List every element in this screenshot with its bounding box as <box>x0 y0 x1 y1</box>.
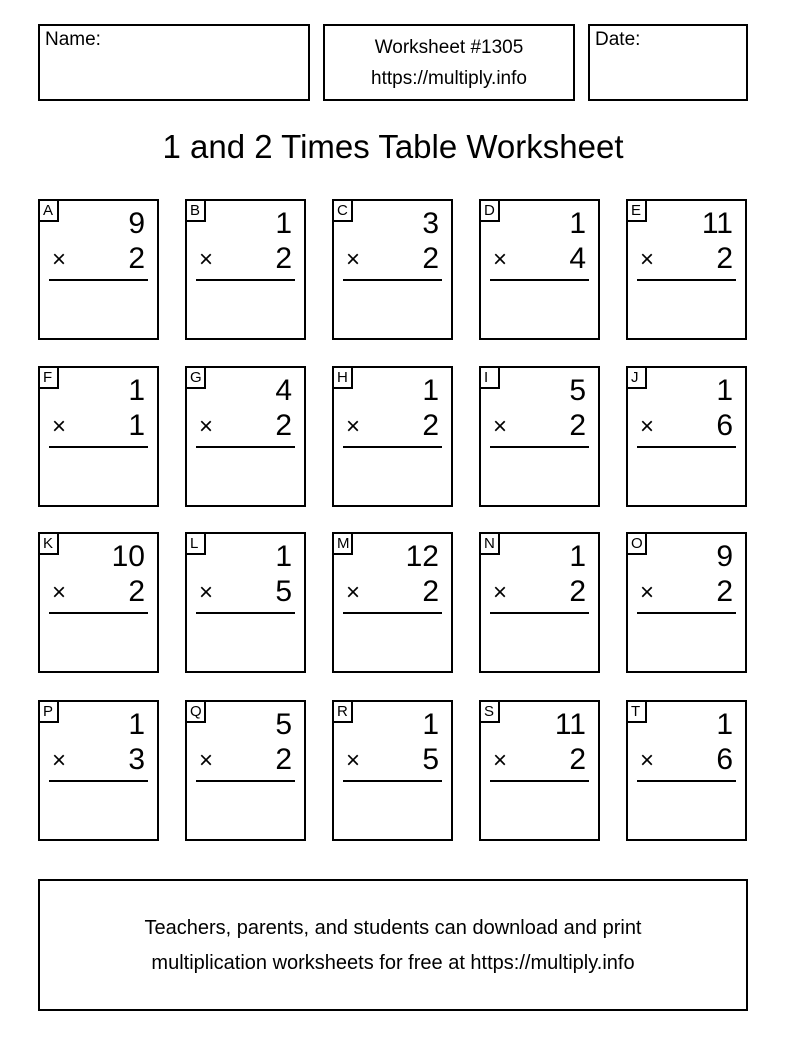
problem-bottom-number: 2 <box>569 575 586 608</box>
multiplication-sign: × <box>199 246 214 273</box>
problem-bottom-number: 2 <box>569 743 586 776</box>
multiplication-sign: × <box>640 413 655 440</box>
problem-letter: F <box>40 368 59 389</box>
multiplication-sign: × <box>346 747 361 774</box>
multiplication-sign: × <box>346 579 361 606</box>
problem-card <box>38 366 159 507</box>
problem-bottom-number: 2 <box>275 743 292 776</box>
problem-letter: K <box>40 534 59 555</box>
problem-letter: O <box>628 534 647 555</box>
problem-top-number: 1 <box>128 708 145 741</box>
problem-top-number: 1 <box>128 374 145 407</box>
problem-letter: C <box>334 201 353 222</box>
answer-line <box>49 279 148 281</box>
problem-letter: J <box>628 368 647 389</box>
page-title: 1 and 2 Times Table Worksheet <box>162 128 624 165</box>
problem-top-number: 1 <box>275 207 292 240</box>
problem-bottom-number: 2 <box>422 242 439 275</box>
problem-bottom-number: 4 <box>569 242 586 275</box>
problem-letter: P <box>40 702 59 723</box>
date-box <box>588 24 748 101</box>
worksheet-info-box <box>323 24 575 101</box>
multiplication-sign: × <box>493 747 508 774</box>
problem-top-number: 1 <box>569 540 586 573</box>
footer-text-line-2: multiplication worksheets for free at https://multiply.info <box>151 952 635 974</box>
problem-bottom-number: 2 <box>716 575 733 608</box>
answer-line <box>49 780 148 782</box>
multiplication-sign: × <box>199 579 214 606</box>
problem-top-number: 10 <box>111 540 145 573</box>
problem-letter: Q <box>187 702 206 723</box>
problem-bottom-number: 2 <box>422 575 439 608</box>
problem-card <box>479 199 600 340</box>
name-box <box>38 24 310 101</box>
answer-line <box>637 612 736 614</box>
problem-letter: B <box>187 201 206 222</box>
answer-line <box>637 446 736 448</box>
problem-top-number: 9 <box>128 207 145 240</box>
problem-bottom-number: 2 <box>422 409 439 442</box>
problem-card <box>185 366 306 507</box>
problem-card <box>332 199 453 340</box>
problem-letter: N <box>481 534 500 555</box>
problem-letter: R <box>334 702 353 723</box>
date-label: Date: <box>595 29 641 50</box>
problem-bottom-number: 5 <box>422 743 439 776</box>
problem-card <box>479 532 600 673</box>
answer-line <box>490 279 589 281</box>
problem-letter: M <box>334 534 353 555</box>
problem-card <box>626 532 747 673</box>
problem-card <box>332 532 453 673</box>
problem-bottom-number: 5 <box>275 575 292 608</box>
problem-top-number: 1 <box>716 374 733 407</box>
problem-bottom-number: 3 <box>128 743 145 776</box>
multiplication-sign: × <box>640 747 655 774</box>
problem-card <box>185 700 306 841</box>
problem-letter: A <box>40 201 59 222</box>
multiplication-sign: × <box>346 246 361 273</box>
answer-line <box>637 279 736 281</box>
problem-bottom-number: 2 <box>275 409 292 442</box>
problem-top-number: 5 <box>275 708 292 741</box>
answer-line <box>196 446 295 448</box>
answer-line <box>49 446 148 448</box>
multiplication-sign: × <box>52 579 67 606</box>
multiplication-sign: × <box>493 579 508 606</box>
problem-letter: E <box>628 201 647 222</box>
worksheet-number: Worksheet #1305 <box>374 37 524 58</box>
problem-bottom-number: 6 <box>716 409 733 442</box>
problem-top-number: 3 <box>422 207 439 240</box>
problem-top-number: 4 <box>275 374 292 407</box>
answer-line <box>343 612 442 614</box>
multiplication-sign: × <box>493 413 508 440</box>
problem-bottom-number: 2 <box>569 409 586 442</box>
answer-line <box>343 780 442 782</box>
name-label: Name: <box>45 29 101 50</box>
problem-top-number: 1 <box>422 708 439 741</box>
problem-top-number: 1 <box>422 374 439 407</box>
answer-line <box>49 612 148 614</box>
multiplication-sign: × <box>640 246 655 273</box>
problem-letter: G <box>187 368 206 389</box>
problem-card <box>38 532 159 673</box>
problem-bottom-number: 2 <box>128 242 145 275</box>
problem-card <box>626 366 747 507</box>
answer-line <box>490 612 589 614</box>
problem-bottom-number: 2 <box>716 242 733 275</box>
multiplication-sign: × <box>52 747 67 774</box>
multiplication-sign: × <box>199 747 214 774</box>
multiplication-sign: × <box>52 246 67 273</box>
answer-line <box>490 780 589 782</box>
footer-box <box>38 879 748 1011</box>
multiplication-sign: × <box>52 413 67 440</box>
answer-line <box>196 612 295 614</box>
problem-top-number: 1 <box>569 207 586 240</box>
problem-bottom-number: 2 <box>128 575 145 608</box>
problem-bottom-number: 2 <box>275 242 292 275</box>
problem-card <box>626 199 747 340</box>
problem-card <box>332 366 453 507</box>
answer-line <box>196 780 295 782</box>
problem-top-number: 12 <box>405 540 439 573</box>
problem-letter: I <box>481 368 500 389</box>
problem-card <box>185 199 306 340</box>
multiplication-sign: × <box>640 579 655 606</box>
problem-top-number: 1 <box>275 540 292 573</box>
problem-bottom-number: 1 <box>128 409 145 442</box>
problem-bottom-number: 6 <box>716 743 733 776</box>
problem-letter: H <box>334 368 353 389</box>
answer-line <box>637 780 736 782</box>
problem-card <box>185 532 306 673</box>
problem-letter: S <box>481 702 500 723</box>
answer-line <box>343 446 442 448</box>
problem-top-number: 1 <box>716 708 733 741</box>
problem-top-number: 11 <box>701 207 733 240</box>
problem-card <box>38 700 159 841</box>
problem-top-number: 9 <box>716 540 733 573</box>
problem-letter: L <box>187 534 206 555</box>
worksheet-url: https://multiply.info <box>371 68 527 89</box>
problem-card <box>332 700 453 841</box>
answer-line <box>343 279 442 281</box>
problem-letter: T <box>628 702 647 723</box>
problem-card <box>479 700 600 841</box>
problem-letter: D <box>481 201 500 222</box>
problem-top-number: 5 <box>569 374 586 407</box>
problem-card <box>479 366 600 507</box>
problem-card <box>626 700 747 841</box>
multiplication-sign: × <box>493 246 508 273</box>
footer-text-line-1: Teachers, parents, and students can download and print <box>144 917 642 939</box>
multiplication-sign: × <box>346 413 361 440</box>
problem-card <box>38 199 159 340</box>
multiplication-sign: × <box>199 413 214 440</box>
problem-top-number: 11 <box>554 708 586 741</box>
answer-line <box>490 446 589 448</box>
answer-line <box>196 279 295 281</box>
